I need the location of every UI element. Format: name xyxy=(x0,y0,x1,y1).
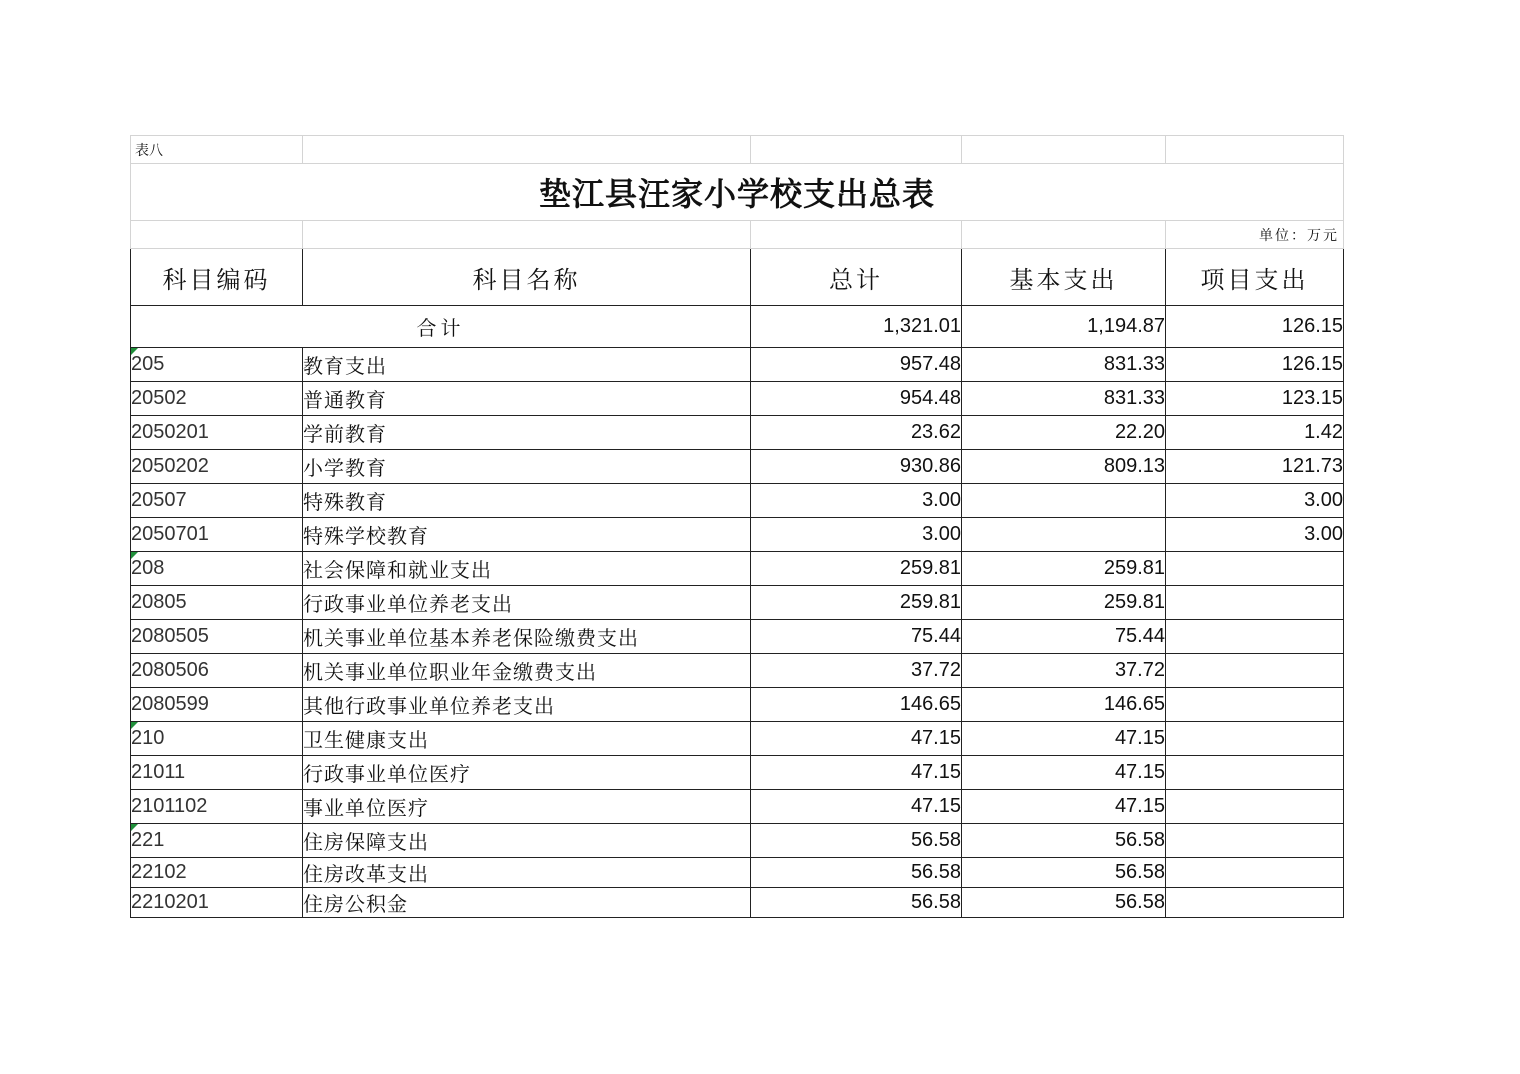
row-total: 37.72 xyxy=(751,654,962,688)
table-label: 表八 xyxy=(131,136,303,164)
row-project: 126.15 xyxy=(1166,348,1344,382)
row-basic: 259.81 xyxy=(962,586,1166,620)
row-name: 特殊教育 xyxy=(303,484,751,518)
row-project xyxy=(1166,824,1344,858)
row-total: 259.81 xyxy=(751,552,962,586)
table-row xyxy=(131,824,1344,858)
header-basic: 基本支出 xyxy=(962,249,1166,306)
total-basic: 1,194.87 xyxy=(962,306,1166,348)
comment-marker-icon xyxy=(131,722,138,729)
row-code xyxy=(131,586,303,620)
table-body xyxy=(131,348,1344,918)
row-total: 3.00 xyxy=(751,518,962,552)
row-code xyxy=(131,518,303,552)
table-row xyxy=(131,756,1344,790)
row-basic: 22.20 xyxy=(962,416,1166,450)
row-total: 957.48 xyxy=(751,348,962,382)
table-row xyxy=(131,348,1344,382)
row-project xyxy=(1166,620,1344,654)
expenditure-table xyxy=(130,135,1344,918)
row-project: 121.73 xyxy=(1166,450,1344,484)
table-row xyxy=(131,654,1344,688)
row-code xyxy=(131,484,303,518)
table-row xyxy=(131,484,1344,518)
row-project: 3.00 xyxy=(1166,484,1344,518)
table-row xyxy=(131,552,1344,586)
row-name: 行政事业单位医疗 xyxy=(303,756,751,790)
row-basic: 146.65 xyxy=(962,688,1166,722)
row-code-text: 208 xyxy=(131,557,165,579)
row-project xyxy=(1166,688,1344,722)
row-total: 146.65 xyxy=(751,688,962,722)
label-row xyxy=(131,136,1344,164)
row-code xyxy=(131,790,303,824)
row-total: 47.15 xyxy=(751,756,962,790)
row-total: 47.15 xyxy=(751,790,962,824)
table-row xyxy=(131,688,1344,722)
page-title: 垫江县汪家小学校支出总表 xyxy=(131,164,1344,221)
row-code xyxy=(131,348,303,382)
row-code xyxy=(131,654,303,688)
row-code-text: 2080505 xyxy=(131,625,209,647)
row-project xyxy=(1166,552,1344,586)
table-row xyxy=(131,450,1344,484)
row-project xyxy=(1166,858,1344,888)
comment-marker-icon xyxy=(131,552,138,559)
row-code xyxy=(131,620,303,654)
row-total: 47.15 xyxy=(751,722,962,756)
table-row xyxy=(131,888,1344,918)
table-row xyxy=(131,858,1344,888)
row-name: 社会保障和就业支出 xyxy=(303,552,751,586)
row-basic: 47.15 xyxy=(962,722,1166,756)
row-code-text: 22102 xyxy=(131,861,187,883)
total-row xyxy=(131,306,1344,348)
header-total: 总计 xyxy=(751,249,962,306)
total-sum: 1,321.01 xyxy=(751,306,962,348)
row-basic: 56.58 xyxy=(962,888,1166,918)
row-name: 事业单位医疗 xyxy=(303,790,751,824)
title-row xyxy=(131,164,1344,221)
row-code-text: 2210201 xyxy=(131,891,209,913)
row-code-text: 20805 xyxy=(131,591,187,613)
comment-marker-icon xyxy=(131,824,138,831)
row-basic: 809.13 xyxy=(962,450,1166,484)
row-basic: 56.58 xyxy=(962,824,1166,858)
row-basic: 47.15 xyxy=(962,756,1166,790)
row-project: 1.42 xyxy=(1166,416,1344,450)
table-row xyxy=(131,790,1344,824)
row-code-text: 2101102 xyxy=(131,795,208,817)
row-project xyxy=(1166,586,1344,620)
row-total: 56.58 xyxy=(751,824,962,858)
row-name: 行政事业单位养老支出 xyxy=(303,586,751,620)
row-name: 教育支出 xyxy=(303,348,751,382)
table-row xyxy=(131,416,1344,450)
row-total: 954.48 xyxy=(751,382,962,416)
row-total: 56.58 xyxy=(751,858,962,888)
row-name: 学前教育 xyxy=(303,416,751,450)
table-row xyxy=(131,382,1344,416)
row-code-text: 2050701 xyxy=(131,523,209,545)
row-code xyxy=(131,858,303,888)
row-project xyxy=(1166,722,1344,756)
row-code xyxy=(131,888,303,918)
row-code xyxy=(131,824,303,858)
row-name: 小学教育 xyxy=(303,450,751,484)
row-code xyxy=(131,552,303,586)
row-code-text: 2050201 xyxy=(131,421,209,443)
header-row xyxy=(131,249,1344,306)
row-basic: 37.72 xyxy=(962,654,1166,688)
row-name: 特殊学校教育 xyxy=(303,518,751,552)
table-row xyxy=(131,722,1344,756)
row-basic: 831.33 xyxy=(962,348,1166,382)
row-total: 75.44 xyxy=(751,620,962,654)
row-basic: 56.58 xyxy=(962,858,1166,888)
row-code xyxy=(131,416,303,450)
row-code-text: 21011 xyxy=(131,761,186,783)
row-basic xyxy=(962,518,1166,552)
row-name: 住房保障支出 xyxy=(303,824,751,858)
row-project xyxy=(1166,654,1344,688)
row-total: 3.00 xyxy=(751,484,962,518)
total-label: 合计 xyxy=(131,306,751,348)
row-project xyxy=(1166,790,1344,824)
row-code-text: 221 xyxy=(131,829,165,851)
row-project: 3.00 xyxy=(1166,518,1344,552)
table-row xyxy=(131,620,1344,654)
row-name: 机关事业单位基本养老保险缴费支出 xyxy=(303,620,751,654)
row-total: 259.81 xyxy=(751,586,962,620)
row-name: 其他行政事业单位养老支出 xyxy=(303,688,751,722)
header-name: 科目名称 xyxy=(303,249,751,306)
unit-label: 单位：万元 xyxy=(1166,221,1344,249)
row-total: 930.86 xyxy=(751,450,962,484)
row-name: 普通教育 xyxy=(303,382,751,416)
row-basic: 831.33 xyxy=(962,382,1166,416)
row-name: 住房公积金 xyxy=(303,888,751,918)
row-code-text: 210 xyxy=(131,727,165,749)
row-code-text: 2080506 xyxy=(131,659,209,681)
header-code: 科目编码 xyxy=(131,249,303,306)
row-name: 卫生健康支出 xyxy=(303,722,751,756)
comment-marker-icon xyxy=(131,348,138,355)
row-code-text: 205 xyxy=(131,353,165,375)
row-total: 56.58 xyxy=(751,888,962,918)
unit-row xyxy=(131,221,1344,249)
row-code-text: 2080599 xyxy=(131,693,209,715)
row-code-text: 20507 xyxy=(131,489,187,511)
table-row xyxy=(131,586,1344,620)
row-code xyxy=(131,450,303,484)
row-basic xyxy=(962,484,1166,518)
row-code xyxy=(131,382,303,416)
row-code-text: 20502 xyxy=(131,387,187,409)
row-name: 机关事业单位职业年金缴费支出 xyxy=(303,654,751,688)
row-project: 123.15 xyxy=(1166,382,1344,416)
row-name: 住房改革支出 xyxy=(303,858,751,888)
table-row xyxy=(131,518,1344,552)
row-code xyxy=(131,756,303,790)
row-project xyxy=(1166,756,1344,790)
row-code xyxy=(131,722,303,756)
row-code-text: 2050202 xyxy=(131,455,209,477)
total-project: 126.15 xyxy=(1166,306,1344,348)
row-total: 23.62 xyxy=(751,416,962,450)
row-basic: 75.44 xyxy=(962,620,1166,654)
row-basic: 47.15 xyxy=(962,790,1166,824)
header-project: 项目支出 xyxy=(1166,249,1344,306)
row-code xyxy=(131,688,303,722)
row-basic: 259.81 xyxy=(962,552,1166,586)
row-project xyxy=(1166,888,1344,918)
